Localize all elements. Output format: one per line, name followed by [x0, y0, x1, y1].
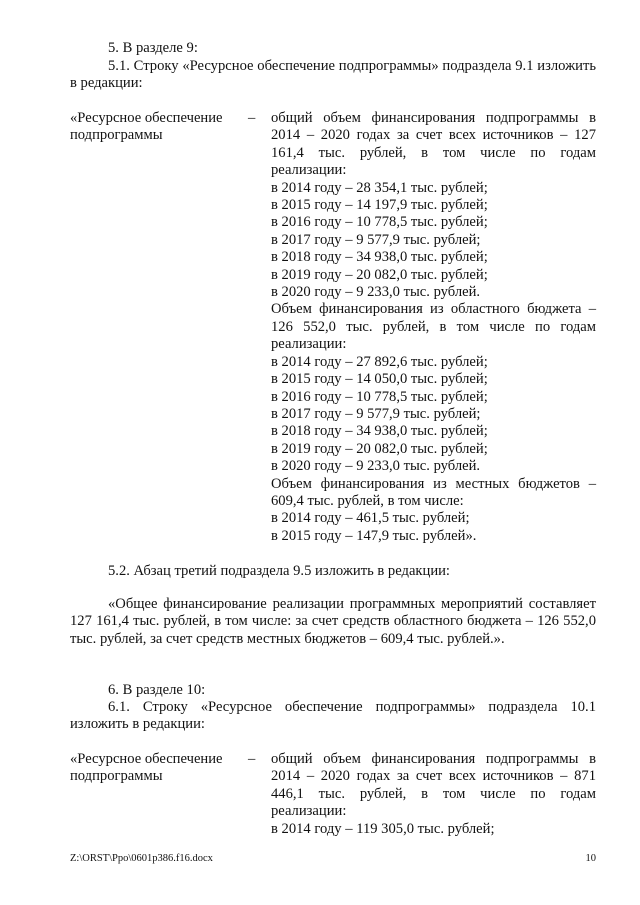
- section-6-heading: 6. В разделе 10:: [108, 682, 206, 698]
- year-line: в 2018 году – 34 938,0 тыс. рублей;: [271, 249, 488, 266]
- year-line: в 2017 году – 9 577,9 тыс. рублей;: [271, 231, 481, 248]
- resource-row-dash: –: [248, 751, 256, 767]
- year-line: в 2014 году – 461,5 тыс. рублей;: [271, 510, 470, 527]
- year-line: в 2018 году – 34 938,0 тыс. рублей;: [271, 423, 488, 440]
- resource-row-label: «Ресурсное обеспечение подпрограммы: [70, 110, 223, 144]
- local-funding-text: Объем финансирования из местных бюджетов – 609,4 тыс. рублей, в том числе:: [271, 475, 596, 509]
- year-line: в 2014 году – 27 892,6 тыс. рублей;: [271, 353, 488, 370]
- file-path: Z:\ORST\Ppo\0601p386.f16.docx: [70, 853, 213, 864]
- paragraph-5-2: 5.2. Абзац третий подраздела 9.5 изложить в редакции:: [108, 563, 450, 579]
- section-5-heading: 5. В разделе 9:: [108, 40, 198, 56]
- resource-row-content: [271, 751, 596, 838]
- year-line: в 2016 году – 10 778,5 тыс. рублей;: [271, 388, 488, 405]
- year-line: в 2020 году – 9 233,0 тыс. рублей.: [271, 284, 481, 301]
- year-line: в 2015 году – 14 197,9 тыс. рублей;: [271, 197, 488, 214]
- year-line: в 2014 году – 119 305,0 тыс. рублей;: [271, 820, 495, 837]
- total-funding-text: общий объем финансирования подпрограммы в 2014 – 2020 годах за счет всех источников – 127 161,4 тыс. рублей, в том числе по годам реализации:: [271, 110, 596, 179]
- year-line: в 2016 году – 10 778,5 тыс. рублей;: [271, 214, 488, 231]
- year-line: в 2014 году – 28 354,1 тыс. рублей;: [271, 179, 488, 196]
- total-funding-text: общий объем финансирования подпрограммы в 2014 – 2020 годах за счет всех источников – 871 446,1 тыс. рублей, в том числе по годам реализации:: [271, 751, 596, 820]
- resource-row-dash: –: [248, 110, 256, 126]
- resource-row-content: [271, 110, 596, 545]
- year-line: в 2020 году – 9 233,0 тыс. рублей.: [271, 458, 481, 475]
- page-number: 10: [585, 853, 596, 864]
- year-line: в 2019 году – 20 082,0 тыс. рублей;: [271, 440, 488, 457]
- year-line: в 2015 году – 14 050,0 тыс. рублей;: [271, 371, 488, 388]
- paragraph-5-1: 5.1. Строку «Ресурсное обеспечение подпрограммы» подраздела 9.1 изложить в редакции:: [70, 58, 596, 92]
- quoted-paragraph: «Общее финансирование реализации программных мероприятий составляет 127 161,4 тыс. рублей, в том числе: за счет средств областного бюджета – 126 552,0 тыс. рублей, за счет средств местных бюджетов – 609,4 тыс. рублей.».: [70, 596, 596, 647]
- resource-row-label: «Ресурсное обеспечение подпрограммы: [70, 751, 223, 785]
- year-line: в 2015 году – 147,9 тыс. рублей».: [271, 527, 477, 544]
- year-line: в 2017 году – 9 577,9 тыс. рублей;: [271, 405, 481, 422]
- paragraph-6-1: 6.1. Строку «Ресурсное обеспечение подпрограммы» подраздела 10.1 изложить в редакции:: [70, 699, 596, 733]
- regional-funding-text: Объем финансирования из областного бюджета – 126 552,0 тыс. рублей, в том числе по годам реализации:: [271, 301, 596, 353]
- year-line: в 2019 году – 20 082,0 тыс. рублей;: [271, 266, 488, 283]
